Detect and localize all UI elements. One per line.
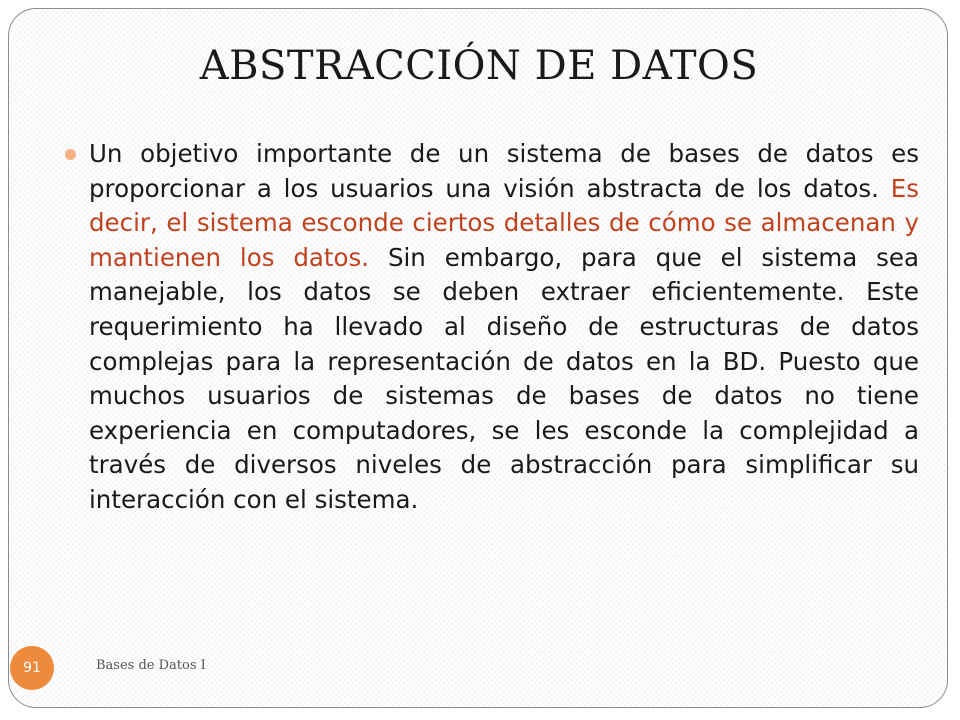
footer-text: Bases de Datos I — [96, 658, 206, 673]
body-text-highlight: Es decir, el sistema esconde ciertos detalles de cómo se almacenan y mantienen los datos. — [89, 173, 919, 272]
body-text-part1: Un objetivo importante de un sistema de bases de datos es proporcionar a los usuarios una visión abstracta de los datos. — [89, 139, 919, 203]
bullet-text — [89, 137, 919, 518]
page-number-badge — [10, 646, 54, 690]
slide-title: ABSTRACCIÓN DE DATOS — [199, 43, 759, 89]
body-text-part2: Sin embargo, para que el sistema sea manejable, los datos se deben extraer eficientemente. Este requerimiento ha llevado al diseño de estructuras de datos complejas para la representación de datos en la BD. Puesto que muchos usuarios de sistemas de bases de datos no tiene experiencia en computadores, se les esconde la complejidad a través de diversos niveles de abstracción para simplificar su interacción con el sistema. — [89, 242, 920, 514]
slide-frame — [8, 8, 948, 708]
page-number: 91 — [23, 660, 41, 676]
bullet-dot-icon — [65, 149, 76, 160]
bullet-item — [65, 137, 919, 518]
